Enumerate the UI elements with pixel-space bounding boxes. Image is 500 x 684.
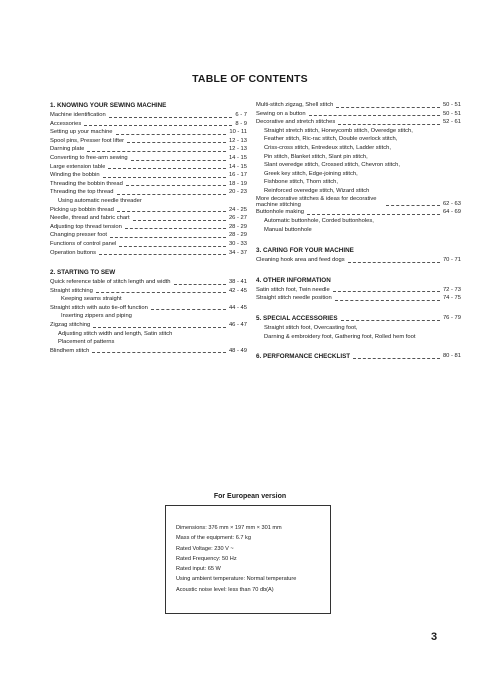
toc-subentry: Inserting zippers and piping: [61, 313, 132, 320]
toc-subentry: Pin stitch, Blanket stitch, Slant pin stitch,: [264, 153, 368, 160]
toc-section-knowing: [50, 101, 247, 257]
toc-entry[interactable]: Changing presser foot 28 - 29: [50, 232, 247, 239]
toc-entry[interactable]: Accessories 8 - 9: [50, 120, 247, 127]
toc-subentry: Adjusting stitch width and length, Satin stitch: [58, 330, 173, 337]
toc-subentry: Manual buttonhole: [264, 226, 312, 233]
toc-entry[interactable]: Converting to free-arm sewing 14 - 15: [50, 154, 247, 161]
toc-subentry: Criss-cross stitch, Entredeux stitch, Ladder stitch,: [264, 144, 391, 151]
toc-entry[interactable]: Picking up bobbin thread 24 - 25: [50, 206, 247, 213]
toc-entry[interactable]: Darning plate 12 - 13: [50, 146, 247, 153]
spec-line: Acoustic noise level: less than 70 db(A): [176, 586, 274, 593]
toc-subentry: Straight stitch foot, Overcasting foot,: [264, 324, 358, 331]
toc-section-starting: [50, 268, 247, 355]
page-title: TABLE OF CONTENTS: [192, 73, 308, 85]
toc-subentry: Using automatic needle threader: [58, 197, 142, 204]
toc-subentry: Straight stretch stitch, Honeycomb stitch, Overedge stitch,: [264, 127, 413, 134]
toc-entry[interactable]: Decorative and stretch stitches 52 - 61: [256, 119, 461, 126]
toc-entry[interactable]: Machine identification 6 - 7: [50, 112, 247, 118]
section-heading: 3. CARING FOR YOUR MACHINE: [256, 247, 354, 255]
toc-subentry: Greek key stitch, Edge-joining stitch,: [264, 170, 358, 177]
toc-entry[interactable]: Needle, thread and fabric chart 26 - 27: [50, 215, 247, 222]
toc-entry[interactable]: Sewing on a button 50 - 51: [256, 110, 461, 117]
toc-section-other: [256, 276, 461, 303]
toc-entry[interactable]: Straight stitch needle position 74 - 75: [256, 295, 461, 302]
toc-entry[interactable]: Quick reference table of stitch length and width 38 - 41: [50, 279, 247, 286]
toc-entry[interactable]: Setting up your machine 10 - 11: [50, 129, 247, 136]
spec-line: Mass of the equipment: 6.7 kg: [176, 535, 251, 542]
toc-entry[interactable]: Threading the top thread 20 - 23: [50, 189, 247, 196]
section-heading: 1. KNOWING YOUR SEWING MACHINE: [50, 102, 167, 109]
toc-section-caring: [256, 246, 461, 265]
toc-left-column: [50, 101, 247, 366]
toc-entry[interactable]: Blindhem stitch 48 - 49: [50, 347, 247, 354]
toc-right-column: [256, 101, 461, 372]
page-number: 3: [431, 631, 438, 643]
toc-entry[interactable]: More decorative stitches & ideas for decorative machine stitching 62 - 63: [256, 195, 461, 208]
section-heading-with-pages[interactable]: 5. SPECIAL ACCESSORIES 76 - 79: [256, 314, 461, 322]
toc-entry[interactable]: Winding the bobbin 16 - 17: [50, 172, 247, 179]
toc-entry[interactable]: Spool pins, Presser foot lifter 12 - 13: [50, 137, 247, 144]
toc-section-special-accessories: [256, 314, 461, 341]
toc-entry[interactable]: Large extension table 14 - 15: [50, 163, 247, 170]
toc-subentry: Keeping seams straight: [61, 296, 122, 303]
spec-line: Rated input: 65 W: [176, 566, 221, 573]
european-specs-box: [165, 505, 331, 614]
spec-line: Rated Frequency: 50 Hz: [176, 555, 237, 562]
toc-entry[interactable]: Adjusting top thread tension 28 - 29: [50, 223, 247, 230]
spec-line: Dimensions: 376 mm × 197 mm × 301 mm: [176, 525, 282, 531]
toc-entry[interactable]: Zigzag stitching 46 - 47: [50, 322, 247, 329]
toc-subentry: Reinforced overedge stitch, Wizard stitch: [264, 187, 370, 194]
toc-entry[interactable]: Straight stitch with auto tie-off function 44 - 45: [50, 304, 247, 311]
toc-subentry: Automatic buttonhole, Corded buttonholes,: [264, 217, 374, 224]
toc-entry[interactable]: Satin stitch foot, Twin needle 72 - 73: [256, 286, 461, 293]
toc-section-continued: [256, 101, 461, 234]
section-heading-with-pages[interactable]: 6. PERFORMANCE CHECKLIST 80 - 81: [256, 353, 461, 361]
toc-subentry: Placement of patterns: [58, 339, 115, 346]
toc-subentry: Fishbone stitch, Thorn stitch,: [264, 179, 338, 186]
spec-line: Rated Voltage: 230 V ~: [176, 545, 234, 552]
toc-entry[interactable]: Cleaning hook area and feed dogs 70 - 71: [256, 257, 461, 264]
toc-entry[interactable]: Threading the bobbin thread 18 - 19: [50, 180, 247, 187]
toc-entry[interactable]: Buttonhole making 64 - 69: [256, 209, 461, 216]
toc-subentry: Darning & embroidery foot, Gathering foot, Rolled hem foot: [264, 333, 416, 340]
toc-entry[interactable]: Functions of control panel 30 - 33: [50, 240, 247, 247]
toc-entry[interactable]: Multi-stitch zigzag, Shell stitch 50 - 51: [256, 102, 461, 108]
toc-subentry: Slant overedge stitch, Crossed stitch, Chevron stitch,: [264, 162, 400, 169]
section-heading: 2. STARTING TO SEW: [50, 269, 116, 277]
toc-section-performance-checklist: [256, 352, 461, 361]
european-version-title: For European version: [213, 493, 287, 500]
section-heading: 4. OTHER INFORMATION: [256, 276, 331, 284]
toc-subentry: Feather stitch, Ric-rac stitch, Double overlock stitch,: [264, 136, 398, 143]
spec-line: Using ambient temperature: Normal temperature: [176, 576, 297, 583]
toc-entry[interactable]: Straight stitching 42 - 45: [50, 287, 247, 294]
toc-entry[interactable]: Operation buttons 34 - 37: [50, 249, 247, 256]
